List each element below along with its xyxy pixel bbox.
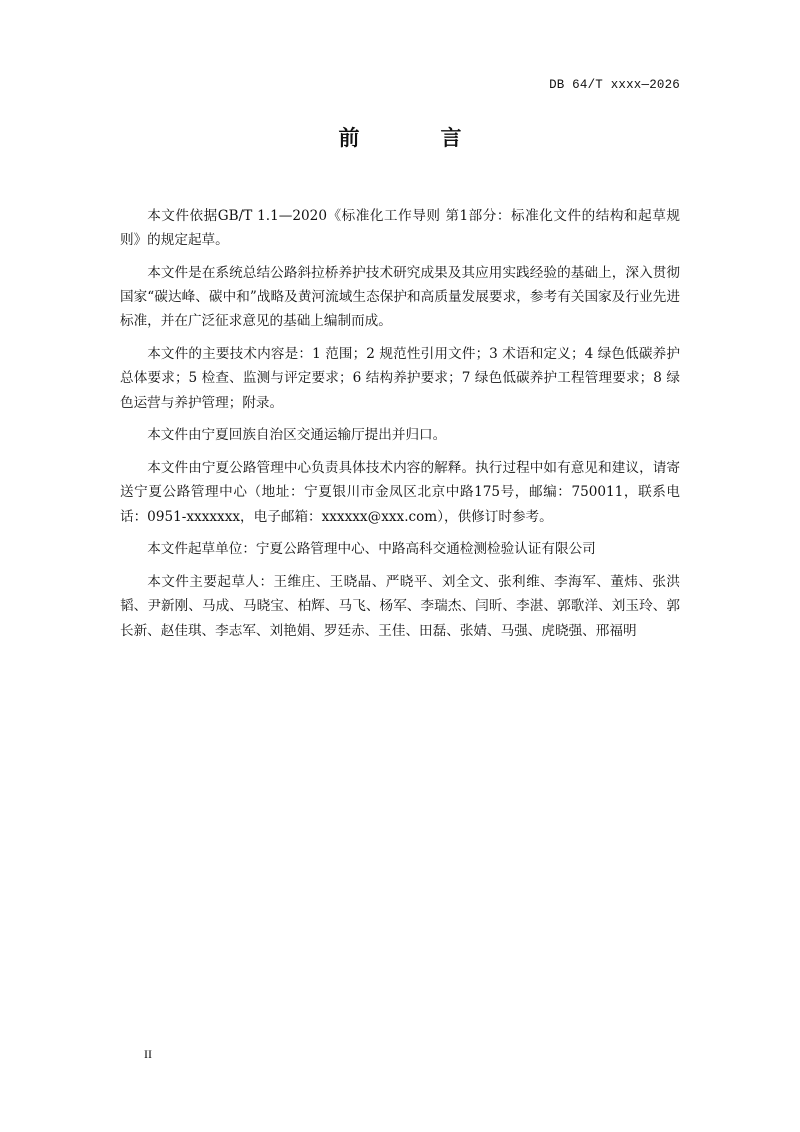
page-title: 前 言 [338, 126, 492, 150]
paragraph-interpretation: 本文件由宁夏公路管理中心负责具体技术内容的解释。执行过程中如有意见和建议，请寄送宁夏公路管理中心（地址：宁夏银川市金凤区北京中路175号，邮编：750011，联系电话：0951-xxxxxxx，电子邮箱：xxxxxx@xxx.com），供修订时参考。 [120, 460, 680, 525]
page-number: II [144, 1047, 152, 1061]
paragraph-drafters: 本文件主要起草人：王维庄、王晓晶、严晓平、刘全文、张利维、李海军、董炜、张洪韬、尹新刚、马成、马晓宝、柏辉、马飞、杨军、李瑞杰、闫昕、李湛、郭歌洋、刘玉玲、郭长新、赵佳琪、李志军、刘艳娟、罗廷赤、王佳、田磊、张婧、马强、虎晓强、邢福明 [120, 574, 680, 639]
paragraph-main-content: 本文件的主要技术内容是：1 范围；2 规范性引用文件；3 术语和定义；4 绿色低碳养护总体要求；5 检查、监测与评定要求；6 结构养护要求；7 绿色低碳养护工程管理要求；8 绿色运营与养护管理；附录。 [120, 346, 680, 411]
paragraph-background: 本文件是在系统总结公路斜拉桥养护技术研究成果及其应用实践经验的基础上，深入贯彻国家“碳达峰、碳中和”战略及黄河流域生态保护和高质量发展要求，参考有关国家及行业先进标准，并在广泛征求意见的基础上编制而成。 [120, 265, 680, 330]
document-code: DB 64/T xxxx—2026 [549, 78, 680, 92]
paragraph-proposer: 本文件由宁夏回族自治区交通运输厅提出并归口。 [147, 427, 447, 444]
paragraph-drafting-basis: 本文件依据GB/T 1.1—2020《标准化工作导则 第1部分：标准化文件的结构和起草规则》的规定起草。 [120, 208, 680, 249]
foreword-body [120, 204, 680, 651]
paragraph-drafting-units: 本文件起草单位：宁夏公路管理中心、中路高科交通检测检验认证有限公司 [147, 541, 596, 558]
